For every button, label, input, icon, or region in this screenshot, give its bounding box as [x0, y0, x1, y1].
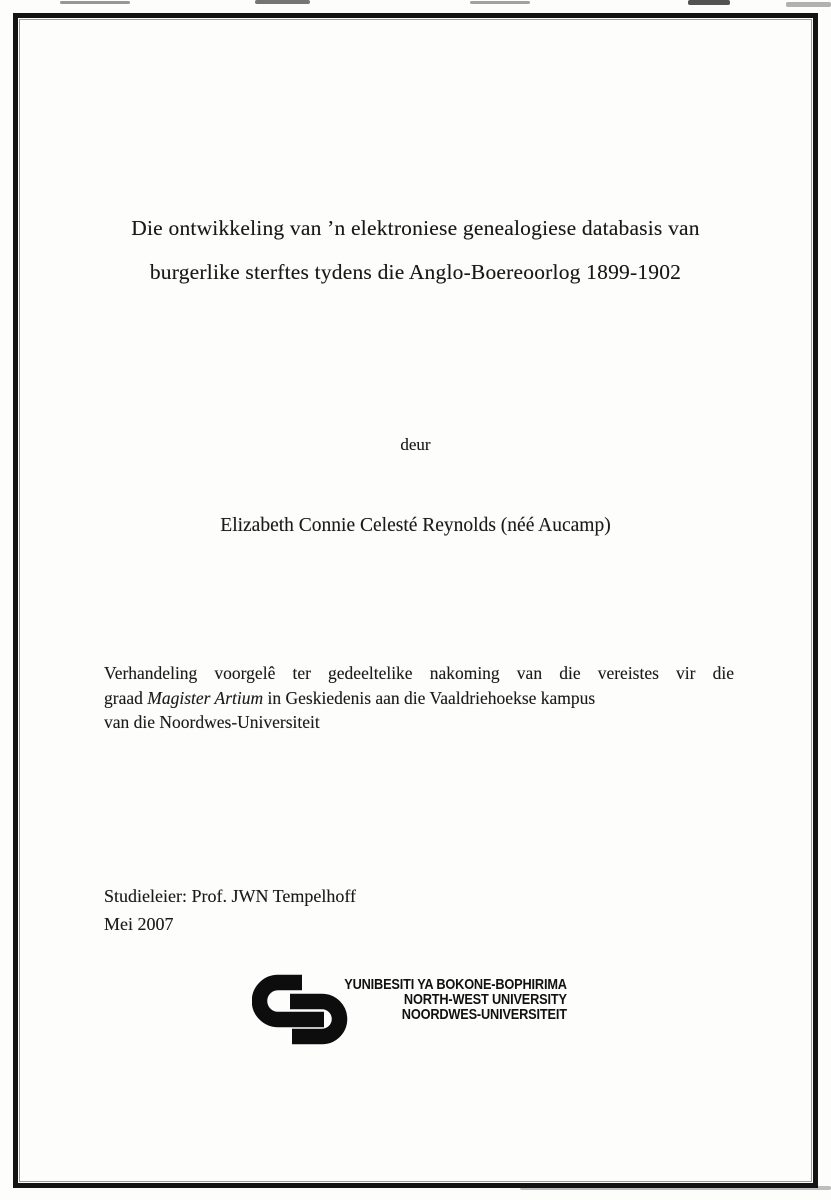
thesis-title-line2: burgerlike sterftes tydens die Anglo-Boereoorlog 1899-1902	[149, 260, 682, 284]
logo-text-setswana: YUNIBESITI YA BOKONE-BOPHIRIMA	[344, 976, 567, 993]
byline: deur	[400, 435, 431, 454]
page-border-frame	[13, 13, 818, 1188]
statement-line2-pre: graad	[104, 687, 148, 708]
statement-line1: Verhandeling voorgelê ter gedeeltelike nakoming van die vereistes vir die	[104, 663, 734, 683]
statement-line2-post: in Geskiedenis aan die Vaaldriehoekse kampus	[263, 687, 596, 708]
submission-statement	[104, 661, 734, 735]
scan-artifact	[688, 0, 730, 5]
supervisor-block	[104, 883, 356, 938]
author-name: Elizabeth Connie Celesté Reynolds (néé Aucamp)	[220, 515, 611, 536]
thesis-title-line1: Die ontwikkeling van ’n elektroniese genealogiese databasis van	[131, 216, 700, 240]
scan-artifact	[786, 2, 831, 7]
statement-line2	[104, 686, 734, 711]
scan-artifact	[255, 0, 310, 4]
scan-artifact	[60, 1, 130, 4]
logo-text-afrikaans: NOORDWES-UNIVERSITEIT	[401, 1006, 567, 1024]
degree-name: Magister Artium	[147, 687, 264, 708]
thesis-title	[40, 206, 791, 294]
date-line: Mei 2007	[104, 913, 174, 934]
scan-artifact	[470, 1, 530, 4]
logo-text-english: NORTH-WEST UNIVERSITY	[404, 991, 567, 1009]
supervisor-line: Studieleier: Prof. JWN Tempelhoff	[104, 886, 357, 906]
statement-line3: van die Noordwes-Universiteit	[104, 712, 320, 732]
